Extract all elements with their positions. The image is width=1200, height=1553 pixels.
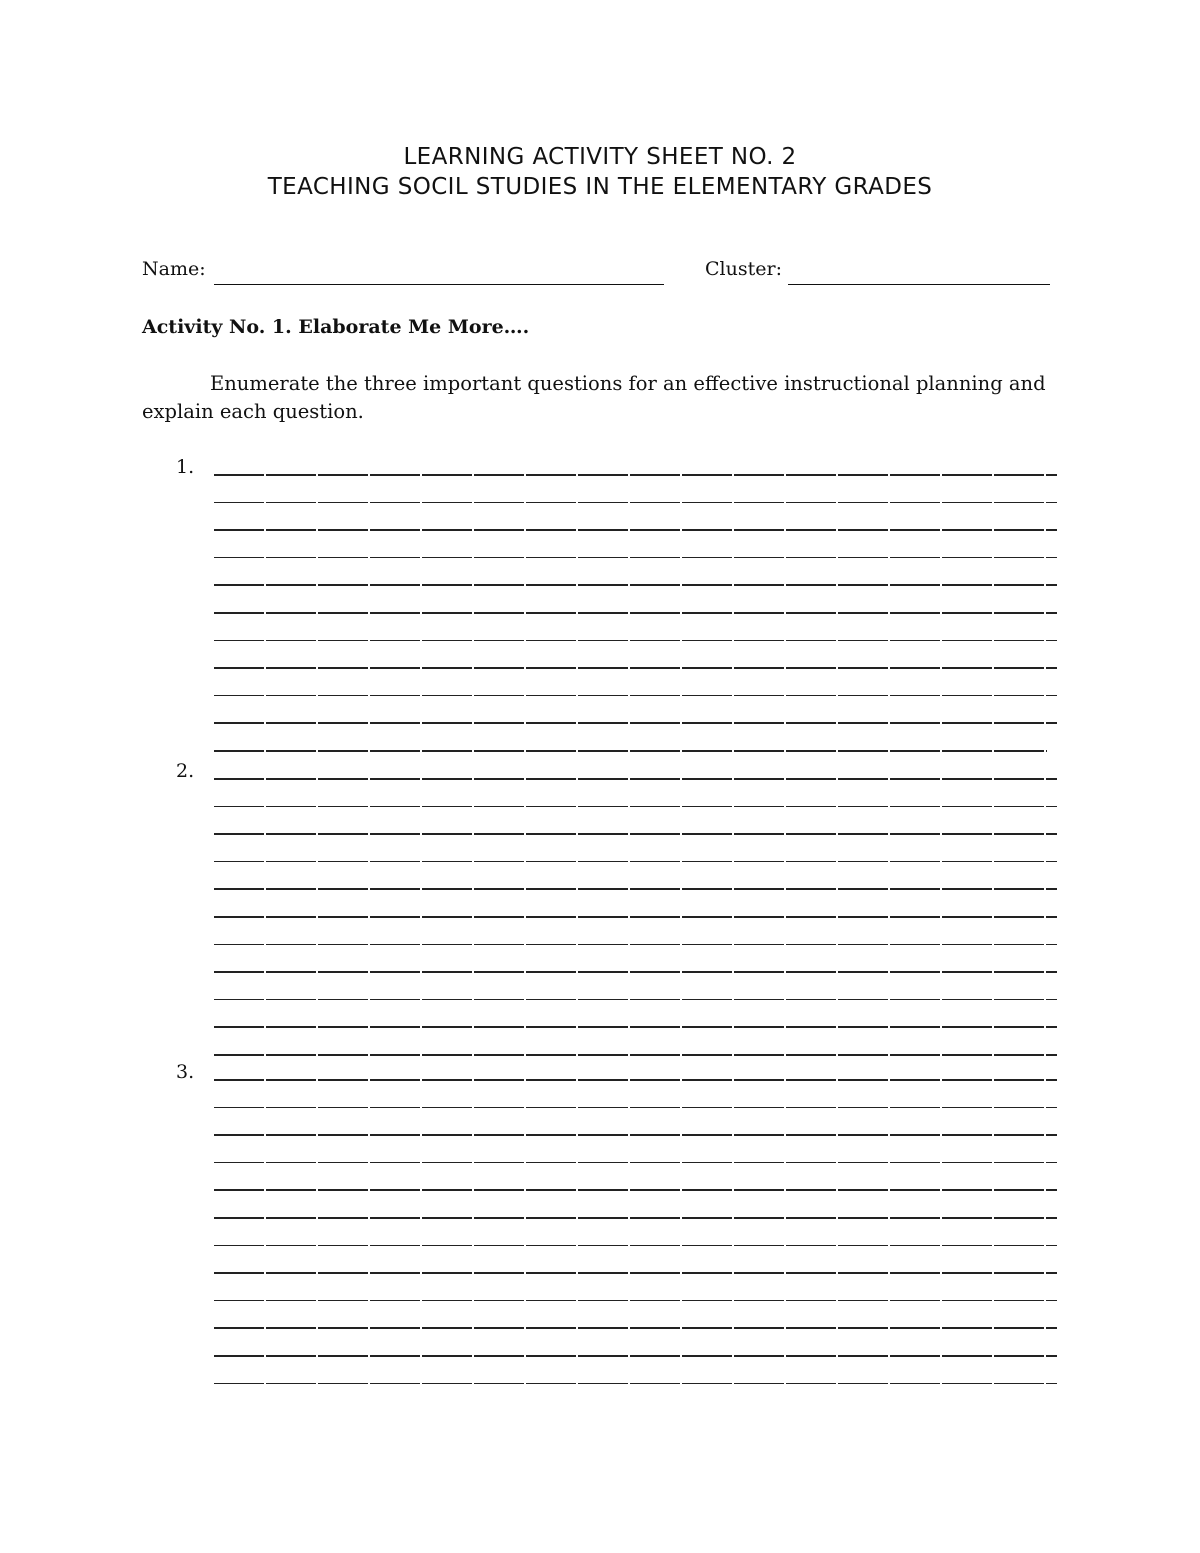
worksheet-title [0, 142, 1200, 202]
title-line-1: LEARNING ACTIVITY SHEET NO. 2 [403, 144, 797, 170]
answer-line[interactable] [214, 722, 1057, 723]
answer-line[interactable] [214, 695, 1057, 696]
answer-line[interactable] [214, 1162, 1057, 1163]
answer-line[interactable] [214, 888, 1057, 889]
answer-number: 2. [176, 760, 195, 782]
answer-line[interactable] [214, 1300, 1057, 1301]
answer-line[interactable] [214, 971, 1057, 972]
answer-line[interactable] [214, 474, 1057, 475]
answer-line[interactable] [214, 1134, 1057, 1135]
answer-line[interactable] [214, 833, 1057, 834]
answer-line[interactable] [214, 1245, 1057, 1246]
answer-line[interactable] [214, 778, 1057, 779]
answer-line[interactable] [214, 1026, 1057, 1027]
name-field[interactable] [214, 260, 664, 285]
activity-heading: Activity No. 1. Elaborate Me More…. [142, 316, 530, 338]
answer-line[interactable] [214, 529, 1057, 530]
answer-line[interactable] [214, 1107, 1057, 1108]
answer-line[interactable] [214, 916, 1057, 917]
cluster-label: Cluster: [705, 258, 782, 280]
name-label: Name: [142, 258, 206, 280]
answer-line[interactable] [214, 1383, 1057, 1384]
answer-line[interactable] [214, 1327, 1057, 1328]
activity-instructions: Enumerate the three important questions for an effective instructional planning and explain each question. [142, 372, 1046, 423]
answer-line[interactable] [214, 584, 1057, 585]
answer-line[interactable] [214, 612, 1057, 613]
answer-line[interactable] [214, 1355, 1057, 1356]
answer-line[interactable] [214, 667, 1057, 668]
answer-line[interactable] [214, 1079, 1057, 1080]
answer-line[interactable] [214, 999, 1057, 1000]
answer-line[interactable] [214, 1054, 1057, 1055]
answer-line[interactable] [214, 557, 1057, 558]
answer-line[interactable] [214, 944, 1057, 945]
answer-line[interactable] [214, 806, 1057, 807]
answer-line[interactable] [214, 861, 1057, 862]
answer-line[interactable] [214, 1217, 1057, 1218]
answer-number: 3. [176, 1061, 195, 1083]
answer-line[interactable] [214, 1189, 1057, 1190]
answer-line[interactable] [214, 502, 1057, 503]
answer-line[interactable] [214, 640, 1057, 641]
cluster-field[interactable] [788, 260, 1050, 285]
title-line-2: TEACHING SOCIL STUDIES IN THE ELEMENTARY GRADES [267, 174, 933, 200]
answer-line[interactable] [214, 750, 1047, 751]
answer-line[interactable] [214, 1272, 1057, 1273]
answer-number: 1. [176, 456, 195, 478]
